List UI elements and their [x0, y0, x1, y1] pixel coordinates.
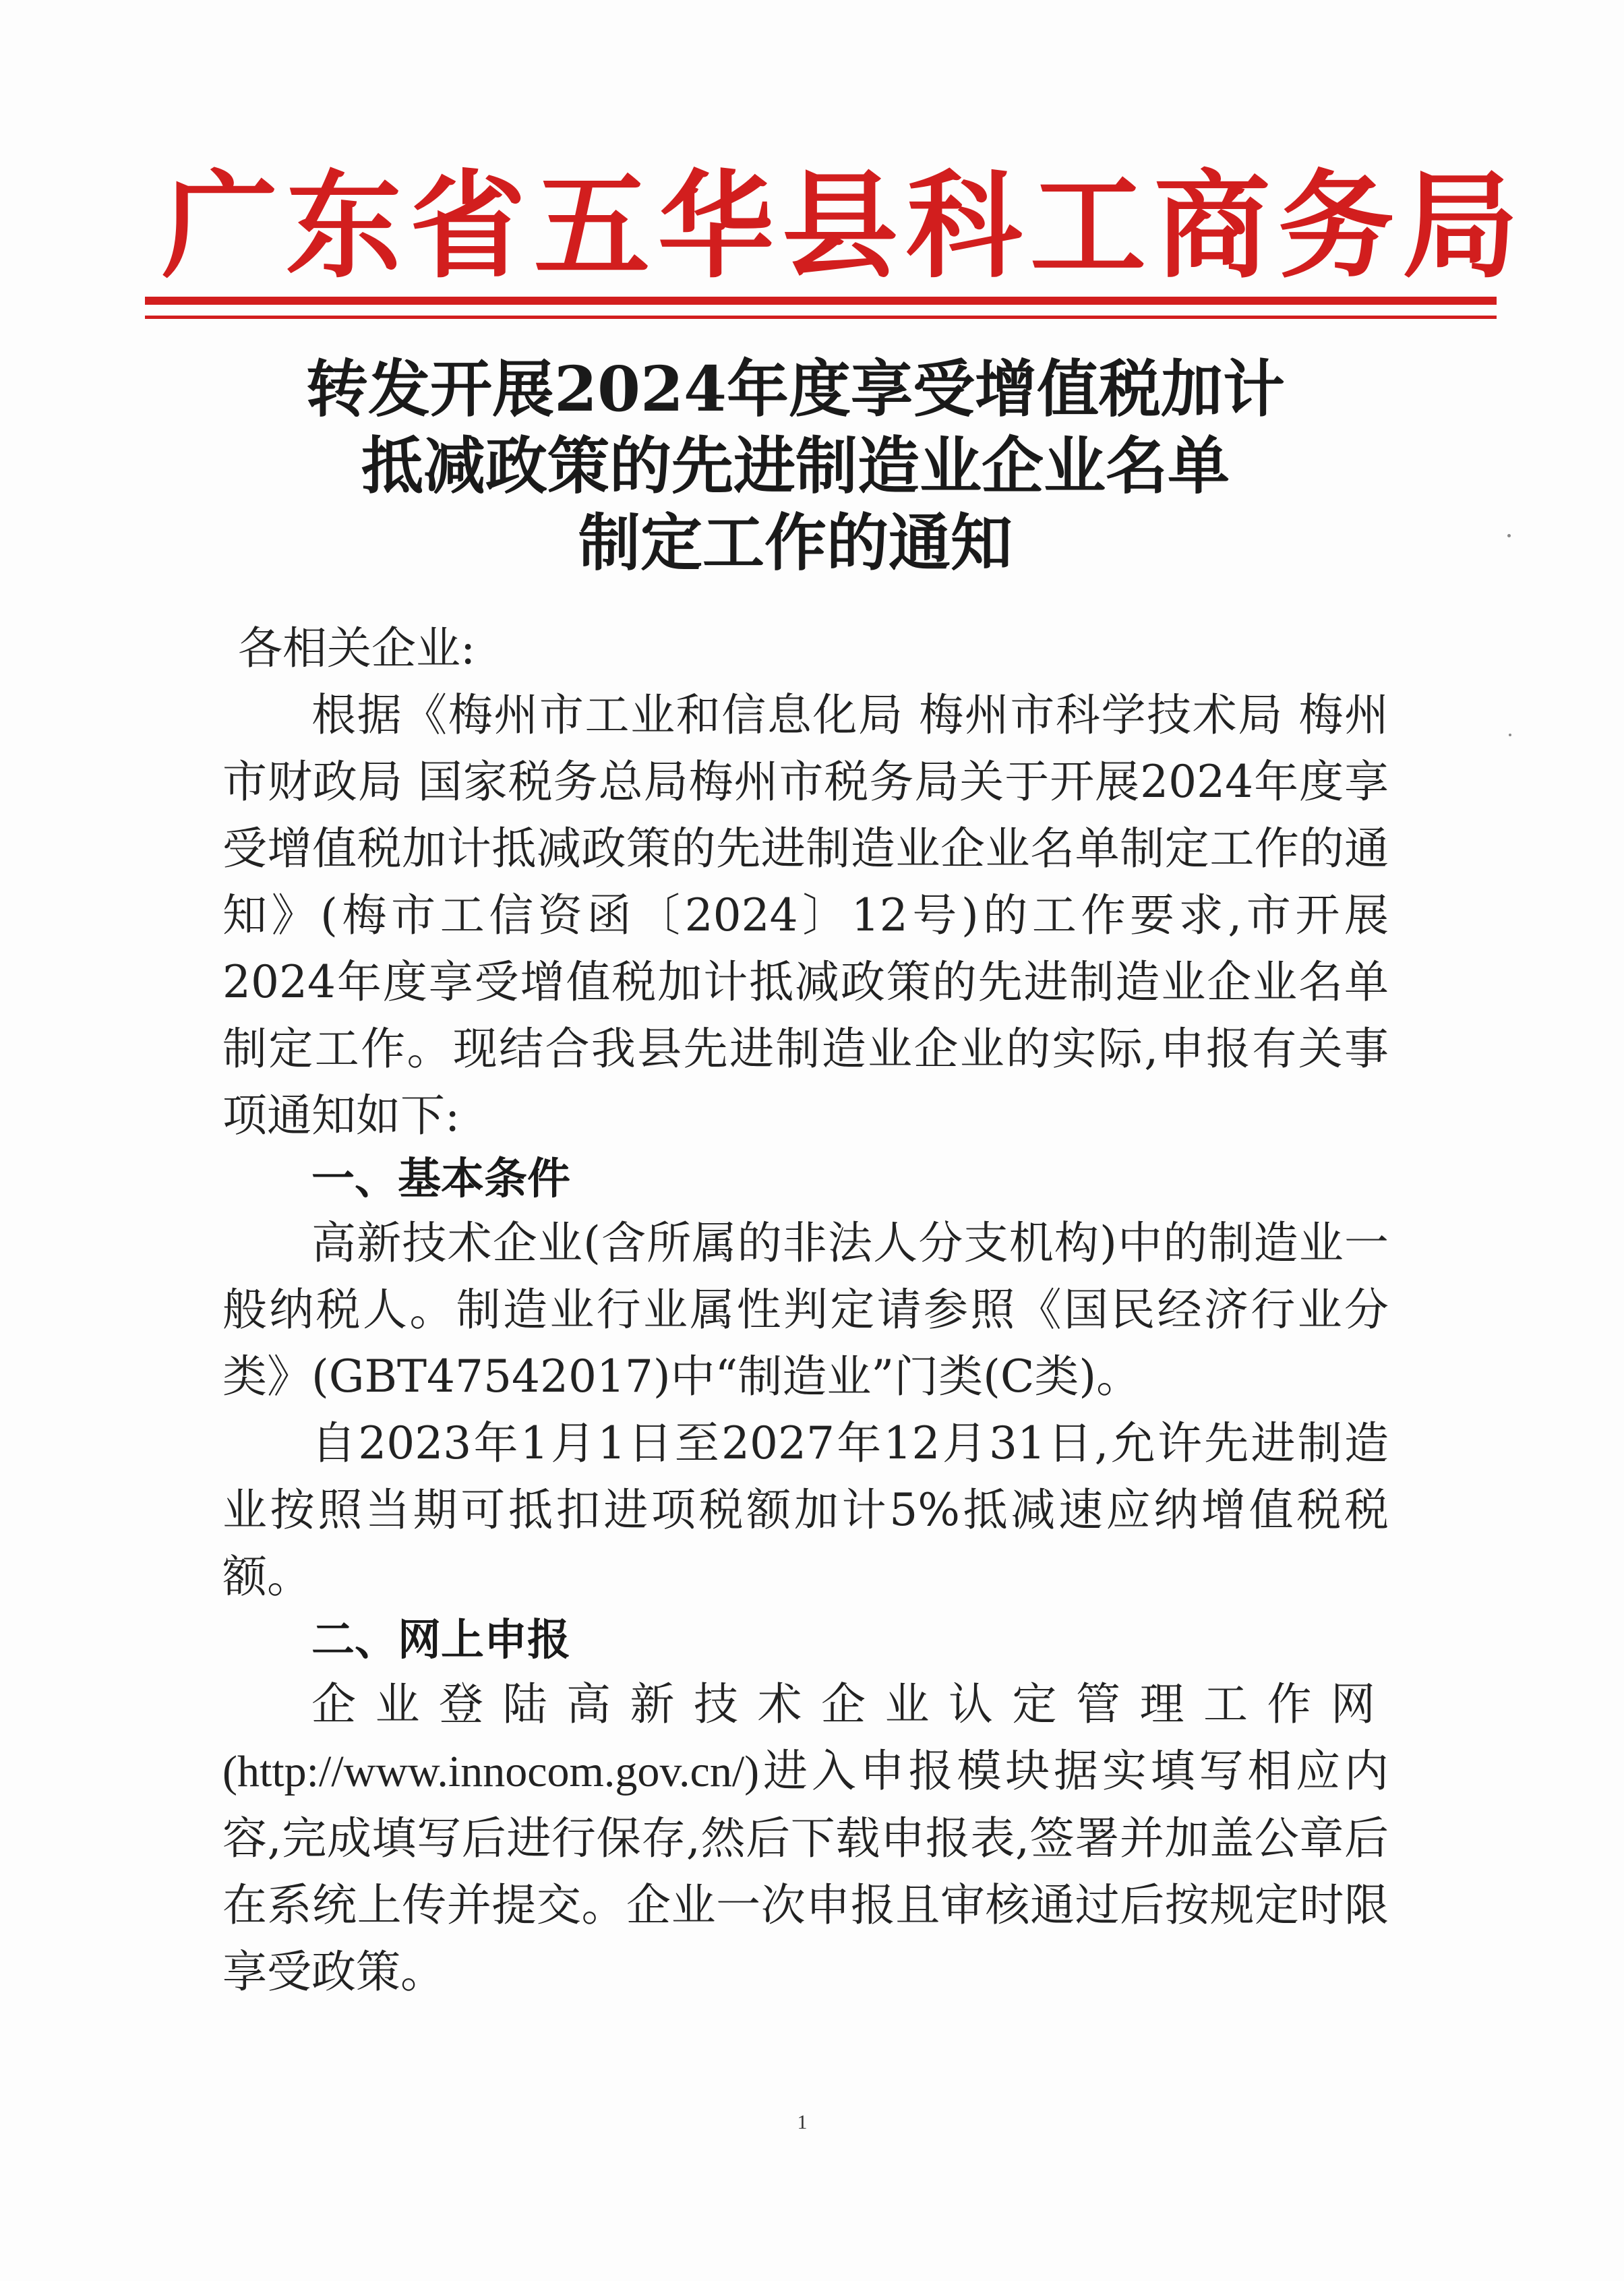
- scan-speck: [1507, 534, 1511, 537]
- section2-lead: 企业登陆高新技术企业认定管理工作网: [311, 1678, 1389, 1730]
- letterhead-title: 广东省五华县科工商务局: [162, 157, 1526, 294]
- document-title-line: 抵减政策的先进制造业企业名单: [361, 429, 1230, 502]
- document-title-line: 转发开展2024年度享受增值税加计: [305, 353, 1286, 425]
- document-title-line: 制定工作的通知: [578, 506, 1013, 579]
- page-number: 1: [797, 2111, 808, 2133]
- section1-paragraph: 自2023年1月1日至2027年12月31日,允许先进制造业按照当期可抵扣进项税额加计5%抵减速应纳增值税税额。: [222, 1417, 1389, 1603]
- section-heading-online-application: 二、网上申报: [311, 1615, 570, 1665]
- section-heading-basic-conditions: 一、基本条件: [311, 1154, 570, 1204]
- intro-paragraph: 根据《梅州市工业和信息化局 梅州市科学技术局 梅州市财政局 国家税务总局梅州市税务局关于开展2024年度享受增值税加计抵减政策的先进制造业企业名单制定工作的通知》(梅市工信资函〔2024〕12号)的工作要求,市开展2024年度享受增值税加计抵减政策的先进制造业企业名单制定工作。现结合我县先进制造业企业的实际,申报有关事项通知如下:: [222, 689, 1389, 1142]
- letterhead-rule-thin: [145, 316, 1497, 319]
- scan-speck: [1509, 734, 1511, 736]
- section2-paragraph: [222, 1671, 1389, 2005]
- letterhead-rule-thick: [145, 297, 1497, 305]
- document-title: [202, 351, 1389, 581]
- section2-rest: 进入申报模块据实填写相应内容,完成填写后进行保存,然后下载申报表,签署并加盖公章后在系统上传并提交。企业一次申报且审核通过后按规定时限享受政策。: [222, 1745, 1389, 1998]
- salutation: 各相关企业:: [238, 622, 476, 674]
- application-website-link[interactable]: (http://www.innocom.gov.cn/): [222, 1747, 760, 1796]
- document-body: [222, 615, 1389, 2005]
- section1-paragraph: 高新技术企业(含所属的非法人分支机构)中的制造业一般纳税人。制造业行业属性判定请参照《国民经济行业分类》(GBT47542017)中“制造业”门类(C类)。: [222, 1217, 1389, 1402]
